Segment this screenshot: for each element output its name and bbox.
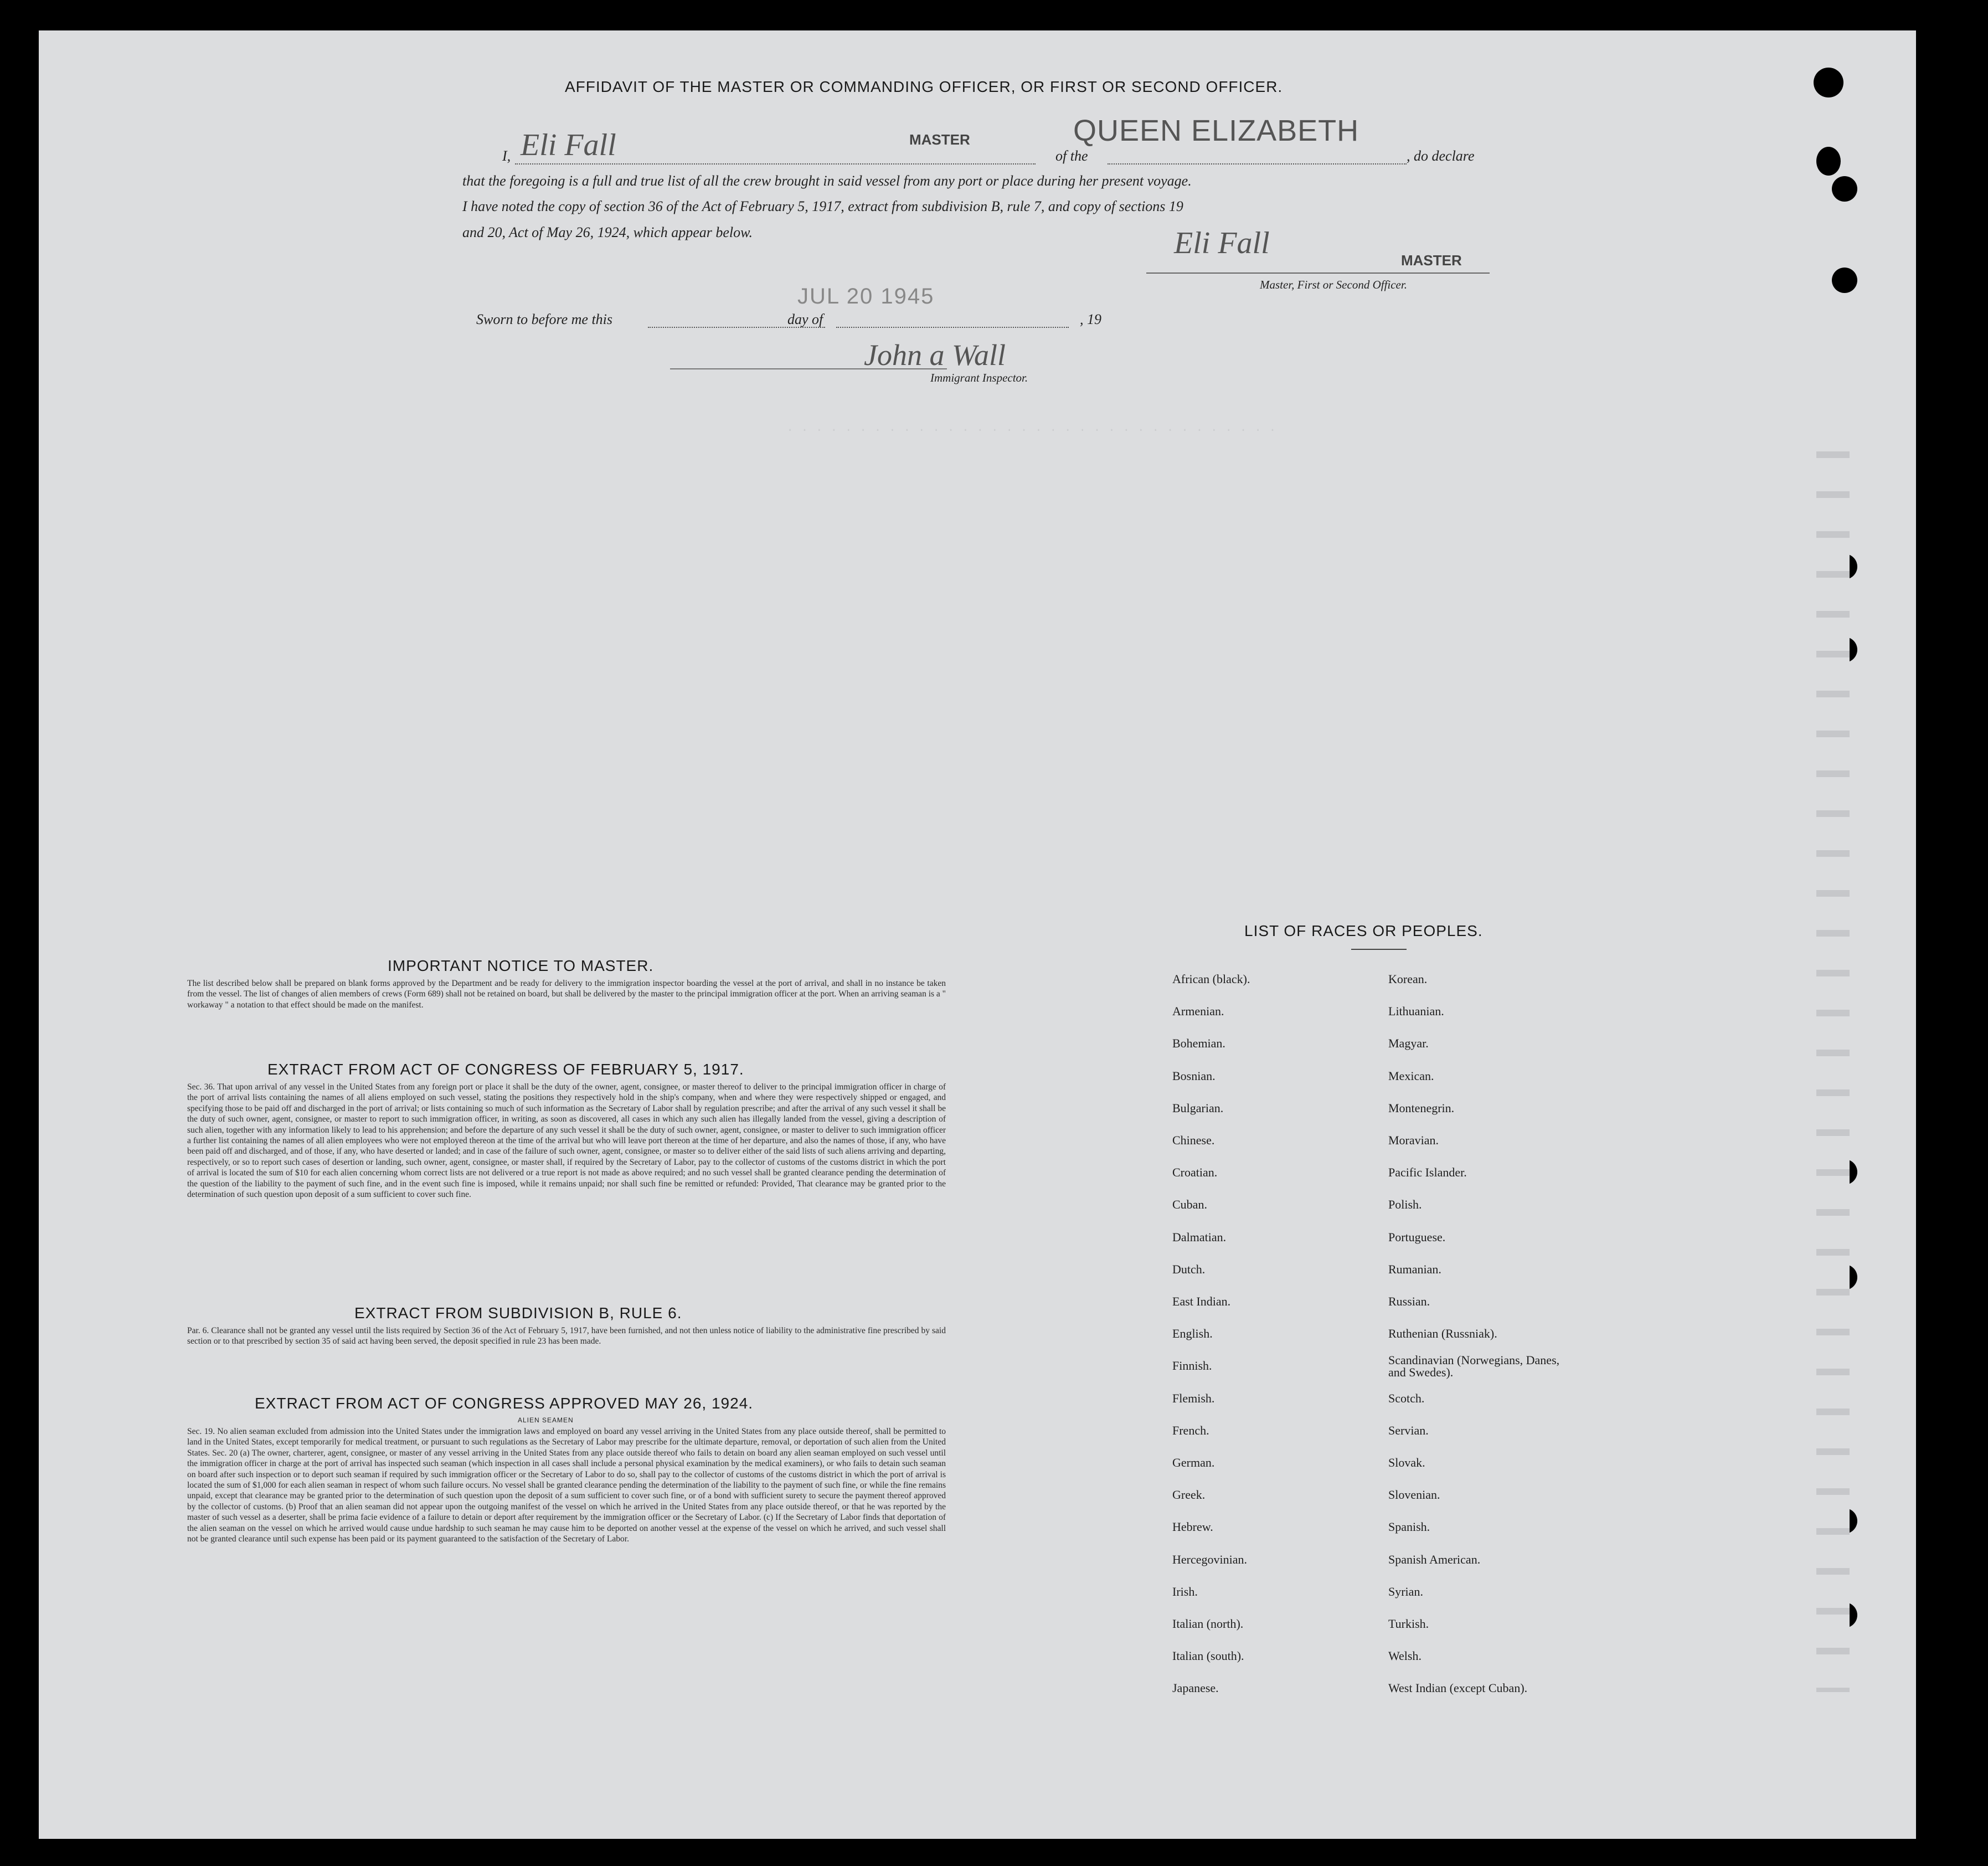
race-item: Ruthenian (Russniak). xyxy=(1388,1327,1497,1341)
race-item: Welsh. xyxy=(1388,1649,1422,1663)
race-item: English. xyxy=(1172,1327,1213,1341)
inspector-caption: Immigrant Inspector. xyxy=(930,371,1028,384)
affidavit-title: AFFIDAVIT OF THE MASTER OR COMMANDING OFFICER, OR FIRST OR SECOND OFFICER. xyxy=(565,78,1283,95)
race-item: Hercegovinian. xyxy=(1172,1552,1247,1566)
document-page xyxy=(39,30,1916,1839)
race-item: Scotch. xyxy=(1388,1391,1425,1405)
race-item: Dutch. xyxy=(1172,1262,1206,1276)
race-item: Italian (south). xyxy=(1172,1649,1244,1663)
sworn-text: Sworn to before me this xyxy=(476,311,613,327)
race-item: East Indian. xyxy=(1172,1294,1231,1308)
race-item: Moravian. xyxy=(1388,1133,1439,1147)
of-the-text: of the xyxy=(1055,148,1088,164)
race-item: Chinese. xyxy=(1172,1133,1215,1147)
extract-1924-body: Sec. 19. No alien seaman excluded from admission into the United States under the immigration laws and employed on board any vessel arriving in the United States from any place outside thereof, shall be permitted to land in the United States, except temporarily for medical treatment, or pursuant to such regulations as the Secretary of Labor may prescribe for the ultimate departure, removal, or deportation of such alien from the United States. Sec. 20 (a) The owner, charterer, agent, consignee, or master of any vessel arriving in the United States from any place outside thereof who fails to detain on board any alien seaman employed on such vessel until the immigration officer in charge at the port of arrival has inspected such seaman (which inspection in all cases shall include a personal physical examination by the medical examiners), or who fails to detain such seaman on board after such inspection or to deport such seaman if required by such immigration officer or the Secretary of Labor to do so, shall pay to the collector of customs of the customs district in which the port of arrival is located the sum of $1,000 for each alien seaman in respect of whom such failure occurs. No vessel shall be granted clearance pending the determination of the liability to the payment of such fine, or while the fine remains unpaid, except that clearance may be granted prior to the determination of such question upon the deposit of a sum sufficient to cover such fine, or of a bond with sufficient surety to secure the payment thereof approved by the collector of customs. (b) Proof that an alien seaman did not appear upon the outgoing manifest of the vessel on which he arrived in the United States from any place outside thereof, or that he was reported by the master of such vessel as a deserter, shall be prima facie evidence of a failure to detain or deport after requirement by the immigration officer or the Secretary of Labor. (c) If the Secretary of Labor finds that deportation of the alien seaman on the vessel on which he arrived would cause undue hardship to such seaman he may cause him to be deported on another vessel at the expense of the vessel on which he arrived, and such vessel shall not be granted clearance until such expense has been paid or its payment guaranteed to the satisfaction of the Secretary of Labor. xyxy=(187,1427,946,1544)
race-item: Spanish. xyxy=(1388,1520,1430,1534)
race-item: Irish. xyxy=(1172,1584,1198,1598)
races-title: LIST OF RACES OR PEOPLES. xyxy=(1244,922,1483,939)
race-item: Mexican. xyxy=(1388,1068,1434,1083)
day-of-text: day of xyxy=(787,311,823,327)
race-item: Scandinavian (Norwegians, Danes, and Swedes). xyxy=(1388,1353,1560,1380)
extract-rule6-body: Par. 6. Clearance shall not be granted any vessel until the lists required by Section 36 of the Act of February 5, 1917, have been furnished, and not then unless notice of liability to the administrative fine prescribed by said section or to that prescribed by section 35 of said act having been served, the deposit specified in rule 23 has been made. xyxy=(187,1326,946,1346)
bleed-through-column xyxy=(1816,418,1850,1692)
declaration-line-2: I have noted the copy of section 36 of the Act of February 5, 1917, extract from subdivision B, rule 7, and copy of sections 19 xyxy=(462,198,1183,214)
race-item: Spanish American. xyxy=(1388,1552,1481,1566)
name-line xyxy=(515,163,1036,165)
punch-hole xyxy=(1814,68,1843,97)
master-signature: Eli Fall xyxy=(521,128,616,162)
declaration-line-1: that the foregoing is a full and true list of all the crew brought in said vessel from any port or place during her present voyage. xyxy=(462,173,1192,189)
master-officer-caption: Master, First or Second Officer. xyxy=(1260,278,1407,291)
master-signature-2: Eli Fall xyxy=(1174,226,1270,260)
extract-1917-title: EXTRACT FROM ACT OF CONGRESS OF FEBRUARY 5, 1917. xyxy=(267,1061,744,1078)
race-item: Servian. xyxy=(1388,1423,1429,1437)
inspector-line xyxy=(670,368,947,369)
notice-title: IMPORTANT NOTICE TO MASTER. xyxy=(388,957,654,974)
race-item: Flemish. xyxy=(1172,1391,1215,1405)
race-item: Bosnian. xyxy=(1172,1068,1216,1083)
vessel-line xyxy=(1108,163,1407,165)
bleed-through-text: . . . . . . . . . . . . . . . . . . . . . . . . . . . . . . . . . . xyxy=(786,421,1276,435)
race-item: French. xyxy=(1172,1423,1209,1437)
extract-1924-title: EXTRACT FROM ACT OF CONGRESS APPROVED MAY 26, 1924. xyxy=(255,1395,754,1412)
punch-hole xyxy=(1832,268,1857,293)
race-item: Korean. xyxy=(1388,972,1428,986)
date-stamp: JUL 20 1945 xyxy=(797,284,935,309)
extract-rule6-title: EXTRACT FROM SUBDIVISION B, RULE 6. xyxy=(354,1304,682,1322)
race-item: Slovak. xyxy=(1388,1456,1425,1469)
race-item: Polish. xyxy=(1388,1197,1422,1212)
race-item: Croatian. xyxy=(1172,1165,1218,1180)
race-item: Cuban. xyxy=(1172,1197,1207,1212)
punch-hole xyxy=(1816,147,1841,176)
race-item: Lithuanian. xyxy=(1388,1004,1444,1019)
race-item: Turkish. xyxy=(1388,1617,1429,1631)
master-stamp-2: MASTER xyxy=(1401,252,1462,269)
race-item: German. xyxy=(1172,1456,1215,1469)
punch-hole xyxy=(1832,176,1857,202)
race-item: Syrian. xyxy=(1388,1584,1423,1598)
race-item: Dalmatian. xyxy=(1172,1230,1227,1244)
race-item: Hebrew. xyxy=(1172,1520,1213,1534)
race-item: Portuguese. xyxy=(1388,1230,1446,1244)
race-item: Pacific Islander. xyxy=(1388,1165,1467,1180)
races-title-rule xyxy=(1351,949,1407,950)
race-item: Greek. xyxy=(1172,1488,1206,1502)
alien-seamen-subhead: ALIEN SEAMEN xyxy=(518,1416,574,1424)
race-item: Italian (north). xyxy=(1172,1617,1244,1631)
race-item: West Indian (except Cuban). xyxy=(1388,1681,1528,1695)
race-item: African (black). xyxy=(1172,972,1250,986)
month-line xyxy=(836,327,1069,328)
race-item: Armenian. xyxy=(1172,1004,1224,1019)
race-item: Finnish. xyxy=(1172,1359,1212,1373)
race-item: Montenegrin. xyxy=(1388,1101,1455,1115)
race-item: Slovenian. xyxy=(1388,1488,1440,1502)
extract-1917-body: Sec. 36. That upon arrival of any vessel in the United States from any foreign port or place it shall be the duty of the owner, agent, consignee, or master thereof to deliver to the principal immigration officer in charge of the port of arrival lists containing the names of all aliens employed on such vessel, stating the positions they respectively hold in the ship's company, when and where they were respectively shipped or engaged, and specifying those to be paid off and discharged in the port of arrival; or lists containing so much of such information as the Secretary of Labor shall by regulation prescribe; and after the arrival of any such vessel it shall be the duty of such owner, agent, consignee, or master to report to such immigration officer, in writing, as soon as discovered, all cases in which any such alien has illegally landed from the vessel, giving a description of such alien, together with any information likely to lead to his apprehension; and before the departure of any such vessel it shall be the duty of such owner, agent, consignee, or master to deliver to such immigration officer a further list containing the names of all alien employees who were not employed thereon at the time of the arrival but who will leave port thereon at the time of her departure, and also the names of those, if any, who have been paid off and discharged, and of those, if any, who have deserted or landed; and in case of the failure of such owner, agent, consignee, or master so to deliver either of the said lists of such aliens arriving and departing, respectively, or so to report such cases of desertion or landing, such owner, agent, consignee, or master shall, if required by the Secretary of Labor, pay to the collector of customs of the customs district in which the port of arrival is located the sum of $10 for each alien concerning whom correct lists are not delivered or a true report is not made as above required; and no such vessel shall be granted clearance pending the determination of the question of the liability to the payment of such fine, and in the event such fine is imposed, while it remains unpaid; nor shall such fine be remitted or refunded: Provided, That clearance may be granted prior to the determination of such question upon deposit of a sum sufficient to cover such fine. xyxy=(187,1082,946,1200)
race-item: Japanese. xyxy=(1172,1681,1219,1695)
declaration-line-3: and 20, Act of May 26, 1924, which appear below. xyxy=(462,224,753,240)
signature-line xyxy=(1146,273,1490,274)
vessel-name: QUEEN ELIZABETH xyxy=(1073,114,1359,147)
race-item: Magyar. xyxy=(1388,1036,1429,1051)
notice-body: The list described below shall be prepared on blank forms approved by the Department and be ready for delivery to the immigration inspector boarding the vessel at the port of arrival, and shall in no instance be taken from the vessel. The list of changes of alien members of crews (Form 689) shall not be retained on board, but shall be delivered by the master to the principal immigration officer at the port. When an arriving seaman is a " workaway " a notation to that effect should be made on the manifest. xyxy=(187,979,946,1010)
inspector-signature: John a Wall xyxy=(864,338,1006,372)
master-stamp: MASTER xyxy=(909,131,970,148)
race-item: Russian. xyxy=(1388,1294,1430,1308)
race-item: Bulgarian. xyxy=(1172,1101,1224,1115)
year-prefix: , 19 xyxy=(1080,311,1101,327)
race-item: Rumanian. xyxy=(1388,1262,1441,1276)
race-item: Bohemian. xyxy=(1172,1036,1225,1051)
declarant-prefix: I, xyxy=(502,148,511,164)
do-declare-text: , do declare xyxy=(1407,148,1475,164)
